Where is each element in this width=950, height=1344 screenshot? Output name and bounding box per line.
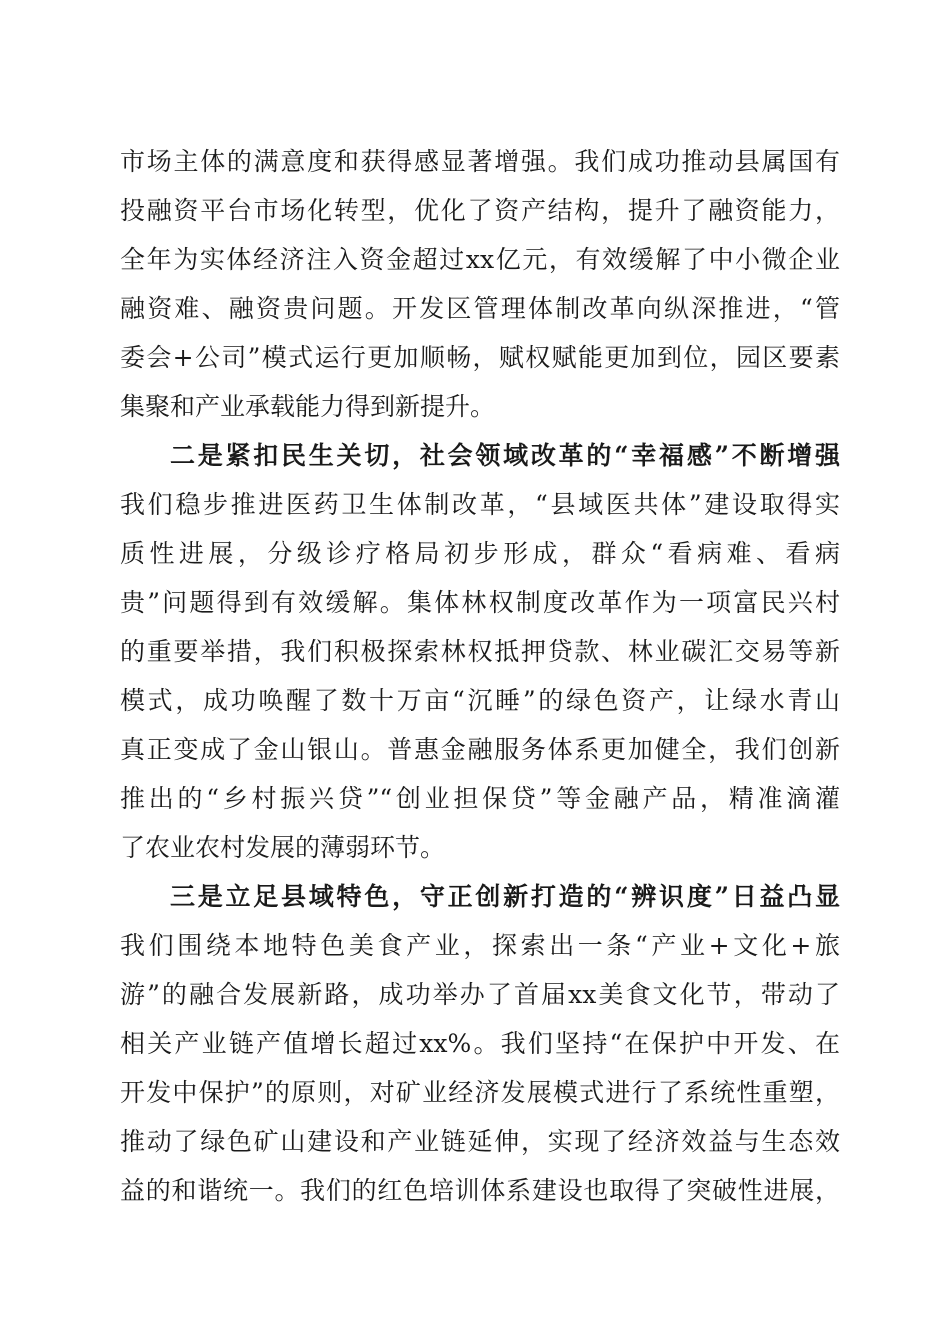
paragraph-line: 开发中保护”的原则，对矿业经济发展模式进行了系统性重塑，	[120, 1078, 840, 1107]
paragraph-line: 融资难、融资贵问题。开发区管理体制改革向纵深推进，“管	[120, 294, 840, 323]
paragraph-line: 集聚和产业承载能力得到新提升。	[120, 392, 496, 421]
paragraph-line: 了农业农村发展的薄弱环节。	[120, 833, 446, 862]
paragraph-line: 投融资平台市场化转型，优化了资产结构，提升了融资能力，	[120, 196, 840, 225]
paragraph-line: 质性进展，分级诊疗格局初步形成，群众“看病难、看病	[120, 539, 840, 568]
paragraph-line: 推出的“乡村振兴贷”“创业担保贷”等金融产品，精准滴灌	[120, 784, 840, 813]
paragraph-line: 相关产业链产值增长超过xx%。我们坚持“在保护中开发、在	[120, 1029, 840, 1058]
paragraph-line: 真正变成了金山银山。普惠金融服务体系更加健全，我们创新	[120, 735, 840, 764]
paragraph-line: 推动了绿色矿山建设和产业链延伸，实现了经济效益与生态效	[120, 1127, 840, 1156]
paragraph-line: 全年为实体经济注入资金超过xx亿元，有效缓解了中小微企业	[120, 245, 840, 274]
paragraph-line: 我们围绕本地特色美食产业，探索出一条“产业+文化+旅	[120, 931, 840, 960]
paragraph-line: 益的和谐统一。我们的红色培训体系建设也取得了突破性进展，	[120, 1176, 840, 1205]
section-heading: 二是紧扣民生关切，社会领域改革的“幸福感”不断增强	[170, 441, 840, 470]
section-heading: 三是立足县域特色，守正创新打造的“辨识度”日益凸显	[170, 882, 840, 911]
paragraph-line: 贵”问题得到有效缓解。集体林权制度改革作为一项富民兴村	[120, 588, 840, 617]
paragraph-line: 游”的融合发展新路，成功举办了首届xx美食文化节，带动了	[120, 980, 840, 1009]
paragraph-line: 模式，成功唤醒了数十万亩“沉睡”的绿色资产，让绿水青山	[120, 686, 840, 715]
paragraph-line: 我们稳步推进医药卫生体制改革，“县域医共体”建设取得实	[120, 490, 840, 519]
paragraph-line: 的重要举措，我们积极探索林权抵押贷款、林业碳汇交易等新	[120, 637, 840, 666]
paragraph-line: 委会+公司”模式运行更加顺畅，赋权赋能更加到位，园区要素	[120, 343, 840, 372]
paragraph-line: 市场主体的满意度和获得感显著增强。我们成功推动县属国有	[120, 147, 840, 176]
